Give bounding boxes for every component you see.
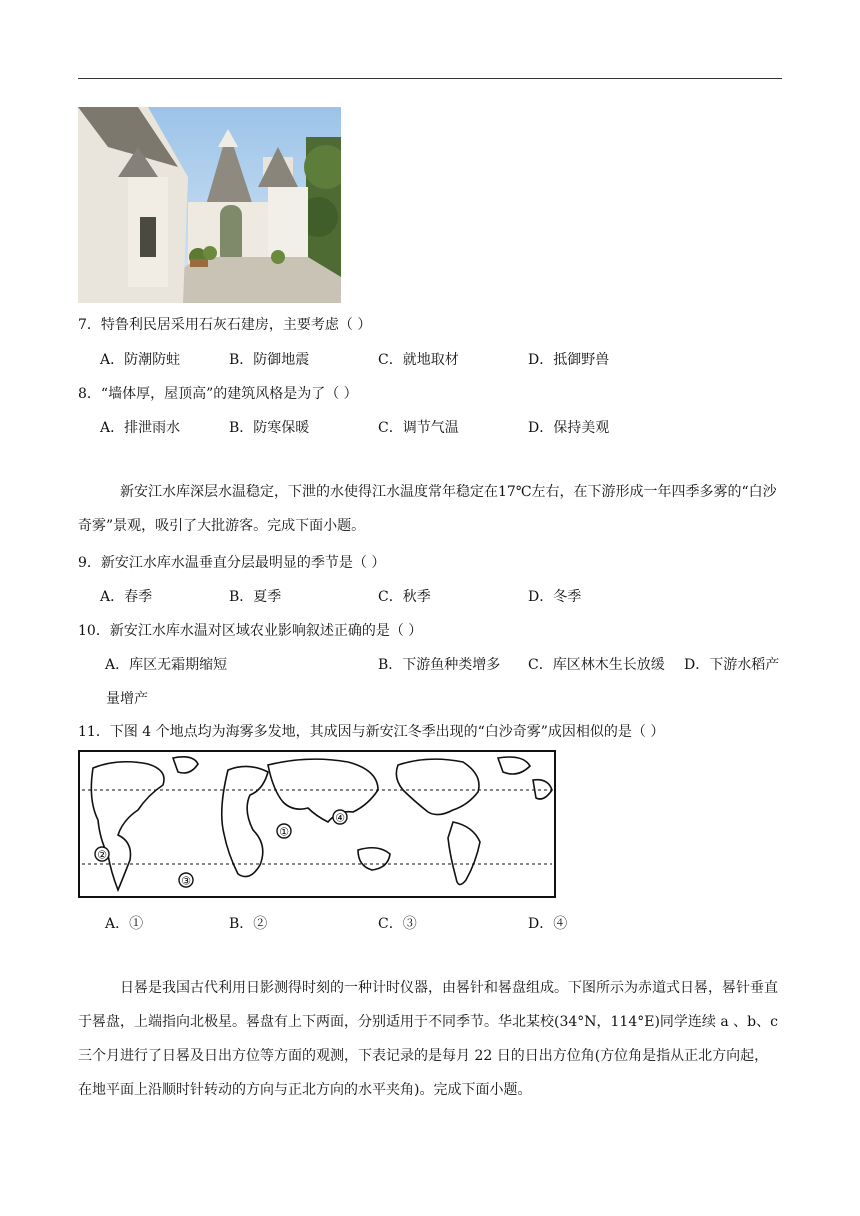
q7-option-d[interactable]: D．抵御野兽 — [528, 352, 610, 368]
q8-option-b[interactable]: B．防寒保暖 — [229, 420, 310, 436]
passage-sundial: 日晷是我国古代利用日影测得时刻的一种计时仪器，由晷针和晷盘组成。下图所示为赤道式日晷，晷针垂直于晷盘，上端指向北极星。晷盘有上下两面，分别适用于不同季节。华北某校(34°N，114°E)同学连续 a 、b、c 三个月进行了日晷及日出方位等方面的观测，下表记录的是每月 22 日的日出方位角(方位角是指从正北方向起，在地平面上沿顺时针转动的方向与正北方向的水平夹角)。完成下面小题。 — [78, 980, 778, 1098]
q10-option-d-continuation: 量增产 — [106, 691, 148, 707]
q11-option-b[interactable]: B．② — [229, 916, 268, 932]
q11-option-a[interactable]: A．① — [105, 916, 144, 932]
passage-xinanjiang: 新安江水库深层水温稳定，下泄的水使得江水温度常年稳定在17℃左右，在下游形成一年四季多雾的“白沙奇雾”景观，吸引了大批游客。完成下面小题。 — [78, 484, 777, 534]
q7-question: 7．特鲁利民居采用石灰石建房，主要考虑（ ） — [78, 317, 372, 333]
map-marker-3-label: ③ — [181, 874, 191, 888]
q11-question: 11．下图 4 个地点均为海雾多发地，其成因与新安江冬季出现的“白沙奇雾”成因相似的是（ ） — [78, 724, 665, 740]
q9-option-b[interactable]: B．夏季 — [229, 589, 282, 605]
map-marker-1-label: ① — [279, 825, 289, 839]
q9-option-a[interactable]: A．春季 — [100, 589, 153, 605]
header-rule — [78, 78, 782, 79]
q11-option-d[interactable]: D．④ — [528, 916, 568, 932]
world-fog-map — [78, 750, 556, 898]
map-marker-4-label: ④ — [335, 811, 345, 825]
q7-option-a[interactable]: A．防潮防蛀 — [100, 352, 181, 368]
q10-option-a[interactable]: A．库区无霜期缩短 — [105, 657, 228, 673]
q9-option-c[interactable]: C．秋季 — [378, 589, 431, 605]
q9-question: 9．新安江水库水温垂直分层最明显的季节是（ ） — [78, 555, 386, 571]
trulli-houses-photo — [78, 107, 341, 303]
map-marker-2-label: ② — [97, 848, 107, 862]
q9-option-d[interactable]: D．冬季 — [528, 589, 582, 605]
q10-question: 10．新安江水库水温对区域农业影响叙述正确的是（ ） — [78, 623, 423, 639]
q8-option-a[interactable]: A．排泄雨水 — [100, 420, 181, 436]
q8-question: 8．“墙体厚，屋顶高”的建筑风格是为了（ ） — [78, 386, 358, 402]
q10-option-d[interactable]: D．下游水稻产 — [684, 657, 780, 673]
q10-option-b[interactable]: B．下游鱼种类增多 — [378, 657, 501, 673]
q10-option-c[interactable]: C．库区林木生长放缓 — [528, 657, 665, 673]
q8-option-c[interactable]: C．调节气温 — [378, 420, 459, 436]
q7-option-c[interactable]: C．就地取材 — [378, 352, 459, 368]
q11-option-c[interactable]: C．③ — [378, 916, 417, 932]
q8-option-d[interactable]: D．保持美观 — [528, 420, 610, 436]
q7-option-b[interactable]: B．防御地震 — [229, 352, 310, 368]
